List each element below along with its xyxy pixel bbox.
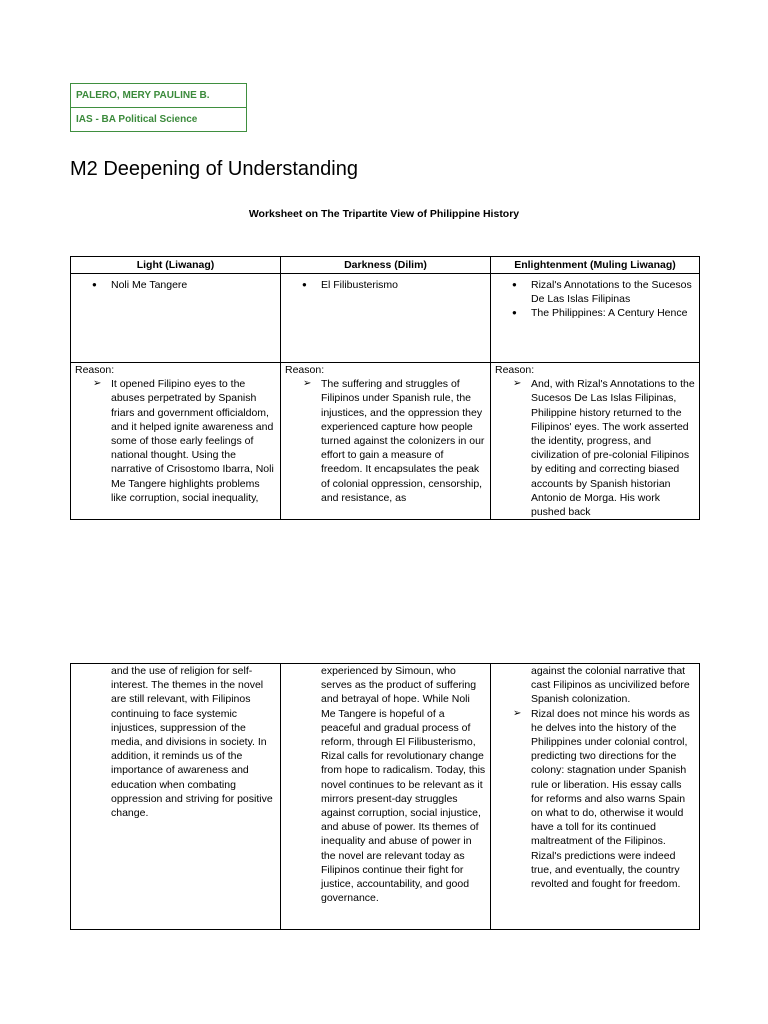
book-item: ● Rizal's Annotations to the Sucesos De Las Islas Filipinas <box>531 278 693 306</box>
books-cell-darkness <box>281 274 491 363</box>
column-header-light: Light (Liwanag) <box>71 257 281 274</box>
student-name: PALERO, MERY PAULINE B. <box>76 90 210 101</box>
reason-label: Reason: <box>495 364 535 376</box>
books-cell-light <box>71 274 281 363</box>
continuation-text: and the use of religion for self-interest. The themes in the novel are still relevant, with Filipinos continuing to face systemic injustices, suppression of the media, and divisions in society. In addition, it reminds us of the importance of awareness and education when combating oppression and striving for positive change. <box>111 665 273 820</box>
student-program: IAS - BA Political Science <box>71 107 246 131</box>
column-header-enlightenment: Enlightenment (Muling Liwanag) <box>491 257 700 274</box>
book-item: ● The Philippines: A Century Hence <box>531 306 693 320</box>
reason-text: ➢ The suffering and struggles of Filipinos under Spanish rule, the injustices, and the oppression they experienced capture how people turned against the colonizers in our effort to gain a measure of freedom. It encapsulates the peak of colonial oppression, censorship, and resistance, as <box>321 377 486 505</box>
reason-label: Reason: <box>75 364 115 376</box>
reason-label: Reason: <box>285 364 325 376</box>
continuation-cell-enlightenment <box>491 664 700 930</box>
continuation-cell-darkness <box>281 664 491 930</box>
reason-text: ➢ Rizal does not mince his words as he delves into the history of the Philippines under colonial control, predicting two directions for the colony: stagnation under Spanish rule or liberation. His essay calls for reforms and also warns Spain on what to do, otherwise it would have a toll for its continued maltreatment of the Filipinos. Rizal's predictions were indeed true, and eventually, the country revolted and fought for freedom. <box>531 707 695 892</box>
continuation-text: against the colonial narrative that cast Filipinos as uncivilized before Spanish colonization. <box>531 665 690 706</box>
book-item: ● El Filibusterismo <box>321 278 484 292</box>
page-title: M2 Deepening of Understanding <box>70 158 358 180</box>
tripartite-table <box>70 256 700 520</box>
book-item: ● Noli Me Tangere <box>111 278 274 292</box>
continuation-text: experienced by Simoun, who serves as the product of suffering and betrayal of hope. While Noli Me Tangere is hopeful of a peaceful and gradual process of reform, through El Filibusterismo, Rizal calls for revolutionary change from hope to radicalism. Today, this novel continues to be relevant as it mirrors present-day struggles against corruption, social injustice, and abuse of power. Its themes of inequality and abuse of power in the novel are relevant today as Filipinos continue their fight for justice, accountability, and good governance. <box>321 665 486 905</box>
reason-text: ➢ It opened Filipino eyes to the abuses perpetrated by Spanish friars and government officialdom, and it helped ignite awareness and some of those early feelings of national thought. Using the narrative of Crisostomo Ibarra, Noli Me Tangere highlights problems like corruption, social inequality, <box>111 377 276 505</box>
continuation-cell-light <box>71 664 281 930</box>
student-info-box <box>70 83 247 132</box>
reason-cell-darkness <box>281 363 491 520</box>
tripartite-table-continued <box>70 663 700 930</box>
reason-text: ➢ And, with Rizal's Annotations to the Sucesos De Las Islas Filipinas, Philippine history returned to the Filipinos' eyes. The work asserted the identity, progress, and civilization of pre-colonial Filipinos by editing and correcting biased accounts by Spanish historian Antonio de Morga. His work pushed back <box>531 377 695 519</box>
worksheet-subtitle: Worksheet on The Tripartite View of Philippine History <box>248 208 520 220</box>
reason-cell-enlightenment <box>491 363 700 520</box>
reason-cell-light <box>71 363 281 520</box>
column-header-darkness: Darkness (Dilim) <box>281 257 491 274</box>
books-cell-enlightenment <box>491 274 700 363</box>
